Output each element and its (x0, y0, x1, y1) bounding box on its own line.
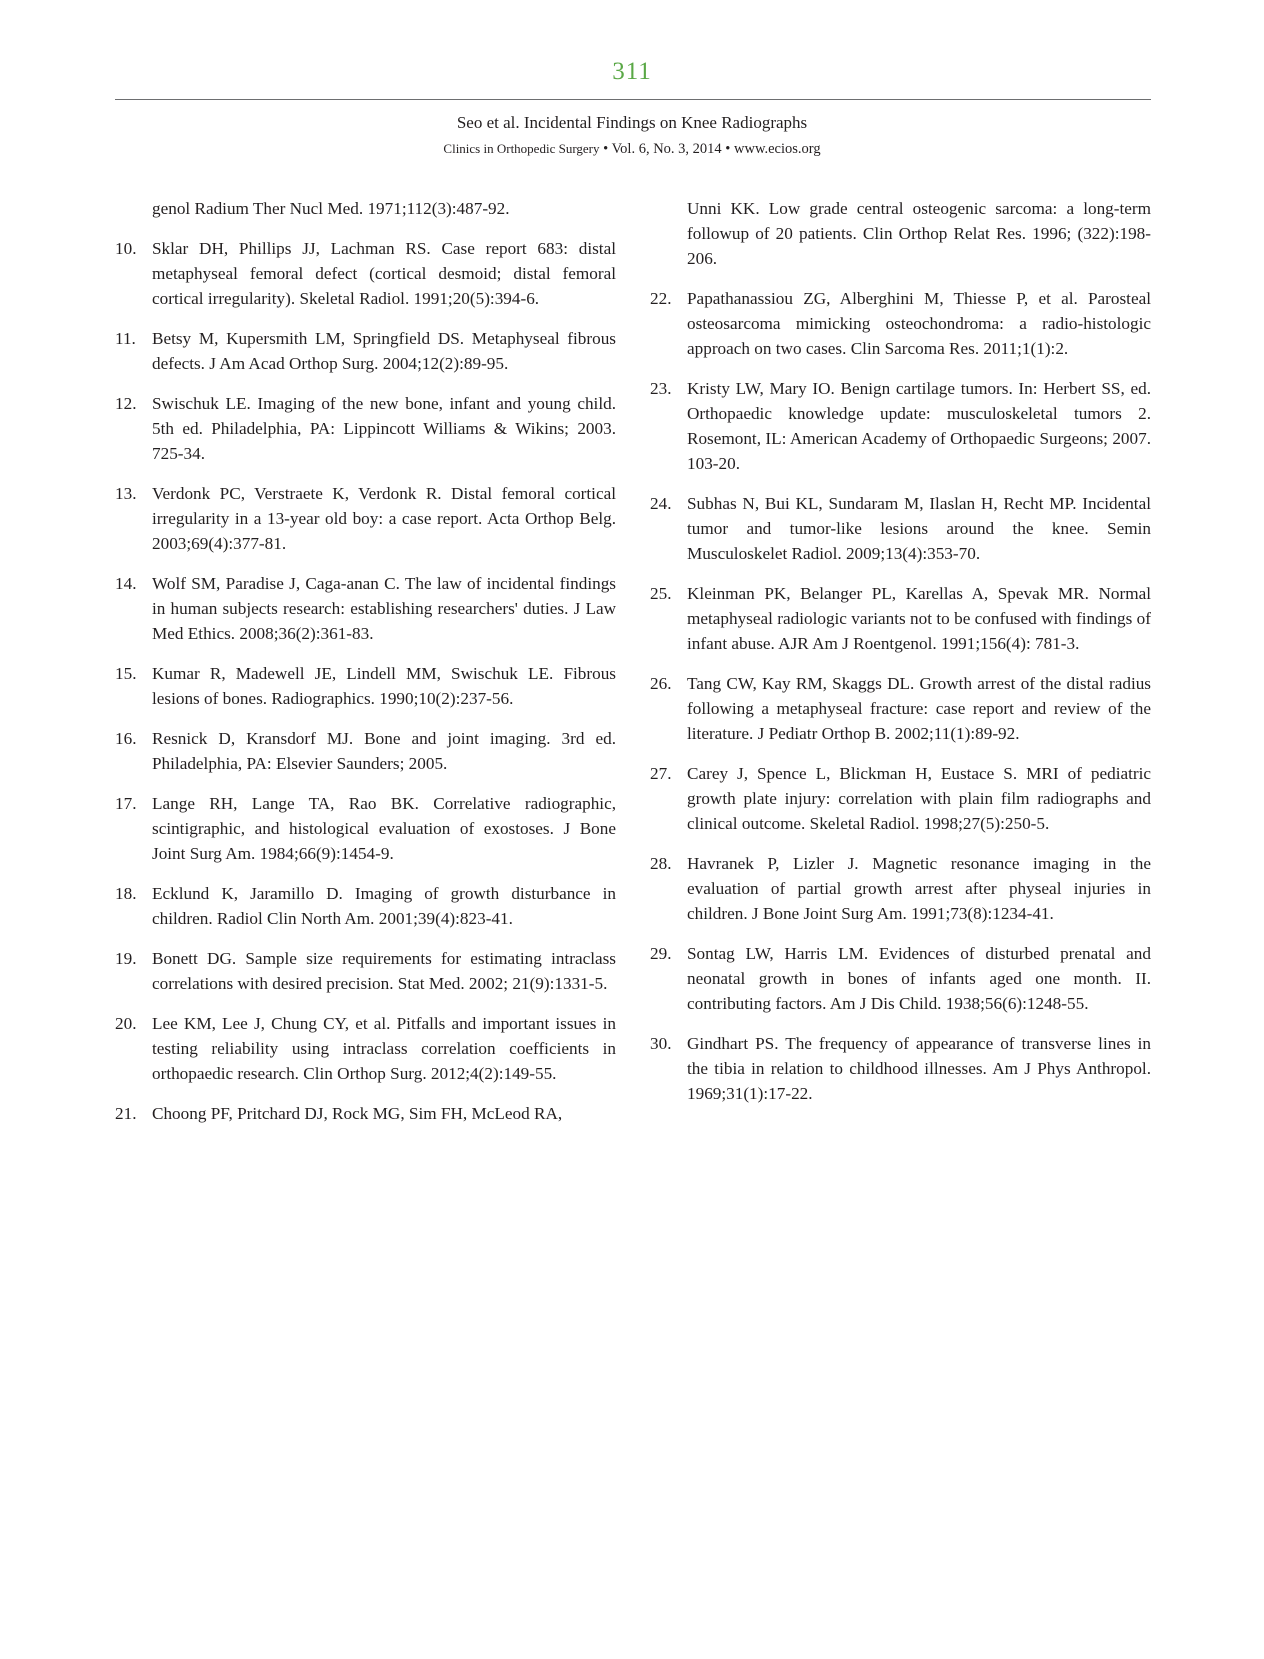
reference-text: Kristy LW, Mary IO. Benign cartilage tumors. In: Herbert SS, ed. Orthopaedic knowledge update: musculoskeletal tumors 2. Rosemont, IL: American Academy of Orthopaedic Surgeons; 2007. 103-20. (687, 379, 1151, 473)
reference-item (115, 571, 616, 646)
reference-number: 21. (115, 1104, 137, 1123)
reference-number: 16. (115, 729, 137, 748)
reference-text: Lange RH, Lange TA, Rao BK. Correlative radiographic, scintigraphic, and histological evaluation of exostoses. J Bone Joint Surg Am. 1984;66(9):1454-9. (152, 794, 616, 863)
reference-item (650, 761, 1151, 836)
reference-column-left (115, 196, 616, 1141)
reference-number: 11. (115, 329, 136, 348)
reference-text: Swischuk LE. Imaging of the new bone, infant and young child. 5th ed. Philadelphia, PA: Lippincott Williams & Wikins; 2003. 725-34. (152, 394, 616, 463)
reference-text: Gindhart PS. The frequency of appearance of transverse lines in the tibia in relation to childhood illnesses. Am J Phys Anthropol. 1969;31(1):17-22. (687, 1034, 1151, 1103)
reference-text: Verdonk PC, Verstraete K, Verdonk R. Distal femoral cortical irregularity in a 13-year old boy: a case report. Acta Orthop Belg. 2003;69(4):377-81. (152, 484, 616, 553)
journal-details: • Vol. 6, No. 3, 2014 • www.ecios.org (599, 141, 821, 157)
reference-item (650, 581, 1151, 656)
reference-item (115, 326, 616, 376)
reference-text: Kleinman PK, Belanger PL, Karellas A, Spevak MR. Normal metaphyseal radiologic variants not to be confused with findings of infant abuse. AJR Am J Roentgenol. 1991;156(4): 781-3. (687, 584, 1151, 653)
reference-number: 17. (115, 794, 137, 813)
reference-number: 24. (650, 494, 672, 513)
reference-text: Resnick D, Kransdorf MJ. Bone and joint imaging. 3rd ed. Philadelphia, PA: Elsevier Saunders; 2005. (152, 729, 616, 773)
reference-number: 19. (115, 949, 137, 968)
reference-item (650, 941, 1151, 1016)
page-number: 311 (612, 58, 652, 85)
reference-item (650, 491, 1151, 566)
reference-text: Papathanassiou ZG, Alberghini M, Thiesse P, et al. Parosteal osteosarcoma mimicking osteochondroma: a radio-histologic approach on two cases. Clin Sarcoma Res. 2011;1(1):2. (687, 289, 1151, 358)
journal-name: Clinics in Orthopedic Surgery (443, 141, 600, 156)
reference-number: 12. (115, 394, 137, 413)
reference-number: 14. (115, 574, 137, 593)
reference-continued (115, 196, 616, 221)
reference-number: 10. (115, 239, 137, 258)
reference-number: 29. (650, 944, 672, 963)
reference-number: 27. (650, 764, 672, 783)
running-title: Seo et al. Incidental Findings on Knee Radiographs (456, 113, 808, 132)
reference-number: 28. (650, 854, 672, 873)
reference-text: Subhas N, Bui KL, Sundaram M, Ilaslan H, Recht MP. Incidental tumor and tumor-like lesions around the knee. Semin Musculoskelet Radiol. 2009;13(4):353-70. (687, 494, 1151, 563)
reference-item (115, 481, 616, 556)
header-rule (115, 99, 1151, 100)
reference-number: 20. (115, 1014, 137, 1033)
reference-text: Unni KK. Low grade central osteogenic sarcoma: a long-term followup of 20 patients. Clin Orthop Relat Res. 1996; (322):198-206. (687, 199, 1151, 268)
reference-text: Choong PF, Pritchard DJ, Rock MG, Sim FH, McLeod RA, (152, 1104, 563, 1123)
reference-item (115, 391, 616, 466)
reference-item (115, 946, 616, 996)
reference-number: 18. (115, 884, 137, 903)
reference-item (115, 726, 616, 776)
reference-text: Sklar DH, Phillips JJ, Lachman RS. Case report 683: distal metaphyseal femoral defect (cortical desmoid; distal femoral cortical irregularity). Skeletal Radiol. 1991;20(5):394-6. (152, 239, 616, 308)
reference-text: Havranek P, Lizler J. Magnetic resonance imaging in the evaluation of partial growth arrest after physeal injuries in children. J Bone Joint Surg Am. 1991;73(8):1234-41. (687, 854, 1151, 923)
reference-text: Betsy M, Kupersmith LM, Springfield DS. Metaphyseal fibrous defects. J Am Acad Orthop Surg. 2004;12(2):89-95. (152, 329, 616, 373)
reference-text: Lee KM, Lee J, Chung CY, et al. Pitfalls and important issues in testing reliability using intraclass correlation coefficients in orthopaedic research. Clin Orthop Surg. 2012;4(2):149-55. (152, 1014, 616, 1083)
reference-text: Sontag LW, Harris LM. Evidences of disturbed prenatal and neonatal growth in bones of infants aged one month. II. contributing factors. Am J Dis Child. 1938;56(6):1248-55. (687, 944, 1151, 1013)
reference-text: Kumar R, Madewell JE, Lindell MM, Swischuk LE. Fibrous lesions of bones. Radiographics. 1990;10(2):237-56. (152, 664, 616, 708)
reference-number: 26. (650, 674, 672, 693)
reference-text: Carey J, Spence L, Blickman H, Eustace S. MRI of pediatric growth plate injury: correlation with plain film radiographs and clinical outcome. Skeletal Radiol. 1998;27(5):250-5. (687, 764, 1151, 833)
reference-item (115, 1011, 616, 1086)
reference-item (115, 236, 616, 311)
reference-item (115, 791, 616, 866)
reference-item (650, 376, 1151, 476)
reference-number: 22. (650, 289, 672, 308)
reference-item (115, 1101, 616, 1126)
reference-number: 25. (650, 584, 672, 603)
reference-item (650, 671, 1151, 746)
reference-text: Ecklund K, Jaramillo D. Imaging of growth disturbance in children. Radiol Clin North Am. 2001;39(4):823-41. (152, 884, 616, 928)
reference-text: Tang CW, Kay RM, Skaggs DL. Growth arrest of the distal radius following a metaphyseal fracture: case report and review of the literature. J Pediatr Orthop B. 2002;11(1):89-92. (687, 674, 1151, 743)
reference-number: 15. (115, 664, 137, 683)
reference-text: Bonett DG. Sample size requirements for estimating intraclass correlations with desired precision. Stat Med. 2002; 21(9):1331-5. (152, 949, 616, 993)
reference-item (650, 1031, 1151, 1106)
reference-item (115, 661, 616, 711)
reference-number: 13. (115, 484, 137, 503)
reference-number: 30. (650, 1034, 672, 1053)
reference-item (650, 851, 1151, 926)
reference-item (115, 881, 616, 931)
reference-item (650, 286, 1151, 361)
reference-column-right (650, 196, 1151, 1121)
reference-text: Wolf SM, Paradise J, Caga-anan C. The law of incidental findings in human subjects research: establishing researchers' duties. J Law Med Ethics. 2008;36(2):361-83. (152, 574, 616, 643)
journal-line (0, 141, 1264, 158)
reference-text: genol Radium Ther Nucl Med. 1971;112(3):487-92. (152, 199, 510, 218)
reference-number: 23. (650, 379, 672, 398)
reference-continued (650, 196, 1151, 271)
